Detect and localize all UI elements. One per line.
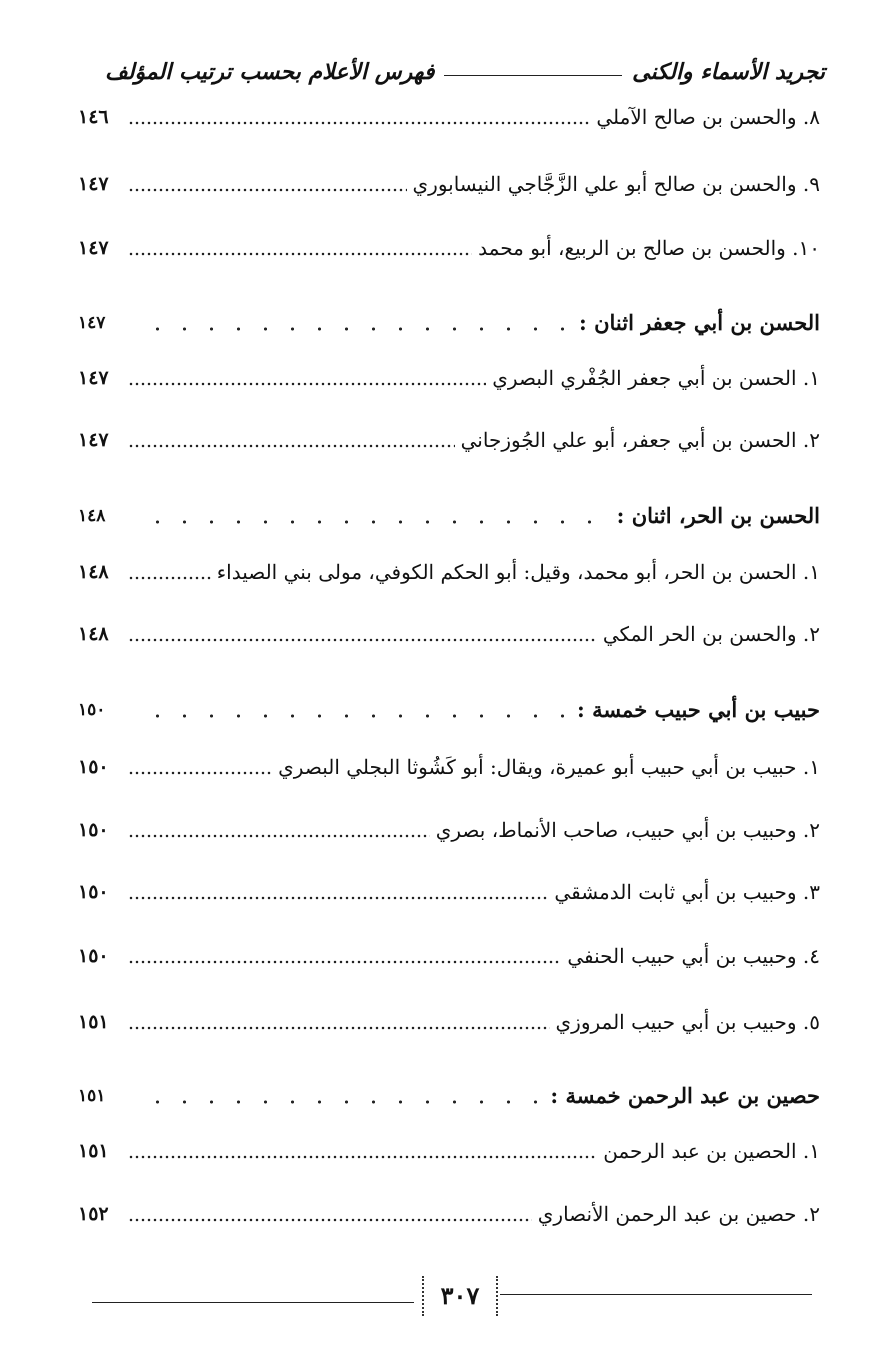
book-title: تجريد الأسماء والكنى bbox=[632, 59, 825, 85]
dot-leader bbox=[128, 251, 472, 257]
dot-leader bbox=[128, 187, 407, 193]
heading-page-number: ١٤٧ bbox=[78, 313, 106, 333]
dot-leader bbox=[128, 443, 455, 449]
entry-page-number: ١٤٧ bbox=[78, 173, 109, 195]
dot-leader bbox=[128, 895, 548, 901]
running-header bbox=[105, 52, 825, 92]
group-heading bbox=[78, 303, 820, 343]
heading-label: الحسن بن أبي جعفر اثنان : bbox=[579, 310, 820, 335]
index-entry bbox=[78, 552, 820, 592]
dot-leader bbox=[144, 1099, 544, 1105]
entry-label: ٣. وحبيب بن أبي ثابت الدمشقي bbox=[554, 880, 820, 904]
dot-leader bbox=[128, 1217, 532, 1223]
dot-leader bbox=[128, 1154, 597, 1160]
heading-label: حصين بن عبد الرحمن خمسة : bbox=[550, 1083, 820, 1108]
index-entry bbox=[78, 97, 820, 137]
folio-page-number: ٣٠٧ bbox=[422, 1276, 498, 1316]
heading-page-number: ١٥١ bbox=[78, 1086, 106, 1106]
dot-leader bbox=[144, 713, 571, 719]
group-heading bbox=[78, 690, 820, 730]
entry-page-number: ١٤٧ bbox=[78, 367, 109, 389]
entry-label: ١. الحسن بن أبي جعفر الجُفْري البصري bbox=[492, 366, 820, 390]
index-entry bbox=[78, 420, 820, 460]
header-rule bbox=[444, 75, 622, 76]
index-entry bbox=[78, 164, 820, 204]
dot-leader bbox=[128, 120, 590, 126]
entry-label: ١. الحسن بن الحر، أبو محمد، وقيل: أبو الحكم الكوفي، مولى بني الصيداء bbox=[216, 560, 820, 584]
index-entry bbox=[78, 1002, 820, 1042]
entry-page-number: ١٤٧ bbox=[78, 237, 109, 259]
index-entry bbox=[78, 936, 820, 976]
index-entry bbox=[78, 358, 820, 398]
entry-label: ٢. الحسن بن أبي جعفر، أبو علي الجُوزجاني bbox=[460, 428, 820, 452]
index-entry bbox=[78, 1131, 820, 1171]
section-title: فهرس الأعلام بحسب ترتيب المؤلف bbox=[105, 59, 435, 85]
dot-leader bbox=[128, 959, 561, 965]
entry-label: ١. حبيب بن أبي حبيب أبو عميرة، ويقال: أبو كَشُوثا البجلي البصري bbox=[278, 755, 820, 779]
entry-label: ٢. والحسن بن الحر المكي bbox=[602, 622, 820, 646]
index-entry bbox=[78, 614, 820, 654]
entry-page-number: ١٥٠ bbox=[78, 945, 109, 967]
entry-page-number: ١٤٨ bbox=[78, 561, 109, 583]
entry-page-number: ١٥٠ bbox=[78, 819, 109, 841]
group-heading bbox=[78, 1076, 820, 1116]
dot-leader bbox=[144, 326, 573, 332]
entry-page-number: ١٤٦ bbox=[78, 106, 109, 128]
entry-page-number: ١٤٨ bbox=[78, 623, 109, 645]
entry-page-number: ١٥١ bbox=[78, 1011, 109, 1033]
entry-page-number: ١٥١ bbox=[78, 1140, 109, 1162]
entry-page-number: ١٥٠ bbox=[78, 881, 109, 903]
dot-leader bbox=[128, 381, 486, 387]
index-entry bbox=[78, 747, 820, 787]
entry-label: ١٠. والحسن بن صالح بن الربيع، أبو محمد bbox=[478, 236, 820, 260]
index-entry bbox=[78, 1194, 820, 1234]
entry-page-number: ١٥٠ bbox=[78, 756, 109, 778]
heading-label: حبيب بن أبي حبيب خمسة : bbox=[577, 697, 820, 722]
entry-label: ٤. وحبيب بن أبي حبيب الحنفي bbox=[567, 944, 820, 968]
entry-label: ٢. حصين بن عبد الرحمن الأنصاري bbox=[537, 1202, 820, 1226]
dot-leader bbox=[128, 833, 430, 839]
entry-label: ١. الحصين بن عبد الرحمن bbox=[603, 1139, 820, 1163]
entry-label: ٨. والحسن بن صالح الآملي bbox=[596, 105, 820, 129]
index-entry bbox=[78, 810, 820, 850]
dot-leader bbox=[128, 1025, 550, 1031]
entry-label: ٢. وحبيب بن أبي حبيب، صاحب الأنماط، بصري bbox=[435, 818, 820, 842]
footer-rule-right bbox=[500, 1294, 812, 1295]
dot-leader bbox=[128, 637, 597, 643]
entry-label: ٥. وحبيب بن أبي حبيب المروزي bbox=[555, 1010, 820, 1034]
footer-rule-left bbox=[92, 1302, 414, 1303]
index-entry bbox=[78, 228, 820, 268]
heading-label: الحسن بن الحر، اثنان : bbox=[616, 503, 820, 528]
entry-label: ٩. والحسن بن صالح أبو علي الزَّجَّاجي النيسابوري bbox=[412, 172, 820, 196]
entry-page-number: ١٤٧ bbox=[78, 429, 109, 451]
dot-leader bbox=[144, 519, 611, 525]
entry-page-number: ١٥٢ bbox=[78, 1203, 109, 1225]
heading-page-number: ١٤٨ bbox=[78, 506, 106, 526]
group-heading bbox=[78, 496, 820, 536]
index-entry bbox=[78, 872, 820, 912]
heading-page-number: ١٥٠ bbox=[78, 700, 106, 720]
dot-leader bbox=[128, 575, 211, 581]
dot-leader bbox=[128, 770, 272, 776]
page-footer bbox=[92, 1272, 812, 1322]
